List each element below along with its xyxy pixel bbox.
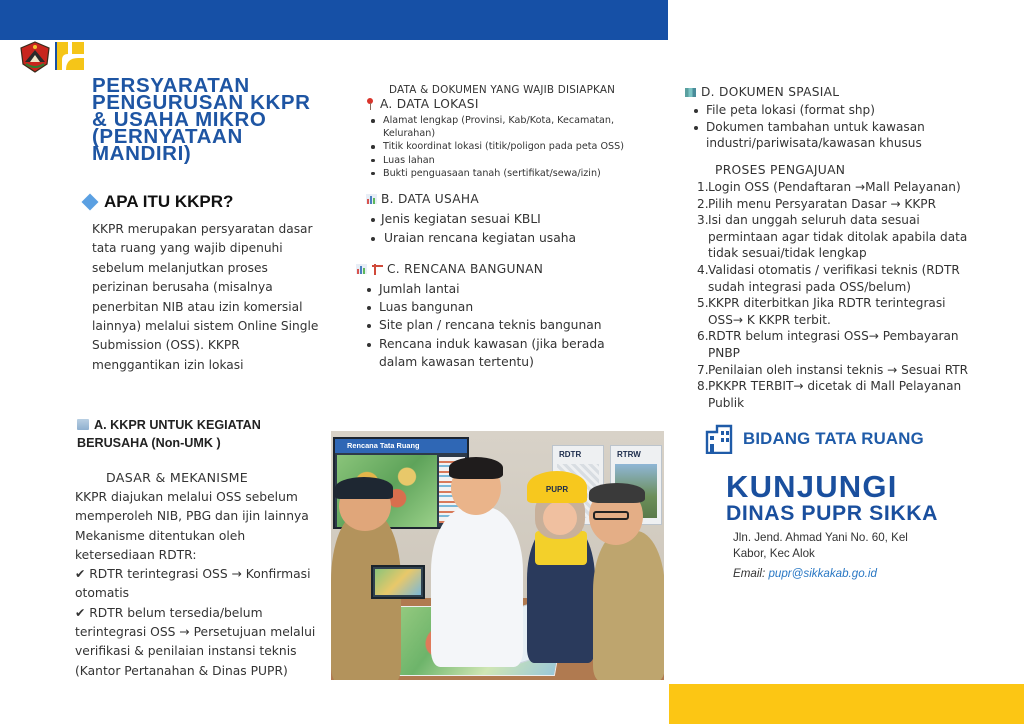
list-item: Alamat lengkap (Provinsi, Kab/Kota, Kecamatan, Kelurahan) (383, 114, 653, 140)
blue-diamond-icon (82, 194, 99, 211)
dasar-line: Mekanisme ditentukan oleh ketersediaan RDTR: (75, 528, 246, 562)
dokumen-wajib-title: DATA & DOKUMEN YANG WAJIB DISIAPKAN (389, 84, 616, 96)
proses-pengajuan-list (697, 179, 972, 411)
list-item: File peta lokasi (format shp) (706, 102, 966, 119)
kunjungi-heading: KUNJUNGI (726, 469, 898, 504)
email-line (733, 567, 877, 580)
dokumen-spasial-heading (685, 85, 839, 99)
hard-hat: PUPR (527, 471, 587, 503)
step-number: 3. (697, 213, 709, 228)
step-text: Pilih menu Persyaratan Dasar → KKPR (708, 196, 936, 211)
construction-crane-icon (371, 263, 383, 275)
bidang-tata-ruang (705, 424, 924, 454)
office-building-icon (77, 419, 89, 430)
step-number: 2. (697, 196, 709, 211)
bidang-tata-ruang-label: BIDANG TATA RUANG (743, 429, 924, 448)
person-right-hair (589, 483, 645, 503)
step-text: Validasi otomatis / verifikasi teknis (RDTR sudah integrasi pada OSS/belum) (708, 262, 960, 294)
top-accent-bar (0, 0, 668, 40)
dinas-name: DINAS PUPR SIKKA (726, 502, 939, 525)
bar-chart-icon (356, 264, 367, 274)
process-step (697, 262, 972, 295)
data-lokasi-list (383, 114, 653, 180)
process-step (697, 196, 972, 213)
step-text: RDTR belum integrasi OSS→ Pembayaran PNBP (708, 329, 959, 360)
step-number: 4. (697, 262, 709, 277)
process-step (697, 378, 972, 411)
step-text: Isi dan unggah seluruh data sesuai permintaan agar tidak ditolak apabila data tidak sesuai/tidak lengkap (708, 213, 968, 261)
dasar-mekanisme-title: DASAR & MEKANISME (106, 470, 249, 485)
apa-itu-kkpr-body: KKPR merupakan persyaratan dasar tata ruang yang wajib dipenuhi sebelum melanjutkan proses perizinan berusaha (misalnya penerbitan NIB atau izin komersial lainnya) melalui sistem Online Single Submission (OSS). KKPR menggantikan izin lokasi (92, 222, 319, 372)
person-center-hair (449, 457, 503, 479)
email-link[interactable]: pupr@sikkakab.go.id (768, 567, 877, 580)
data-usaha-heading (366, 192, 479, 206)
data-usaha-title: B. DATA USAHA (381, 192, 479, 206)
step-number: 5. (697, 296, 709, 311)
process-step (697, 362, 972, 379)
data-usaha-list (381, 210, 576, 248)
step-number: 6. (697, 329, 709, 344)
dasar-line: KKPR diajukan melalui OSS sebelum memperoleh NIB, PBG dan ijin lainnya (75, 490, 309, 524)
check-item (75, 604, 325, 681)
bottom-accent-bar (669, 684, 1024, 724)
dasar-mekanisme-body (75, 488, 325, 681)
section-a-title: A. KKPR UNTUK KEGIATAN BERUSAHA (Non-UMK ) (77, 418, 261, 450)
proses-pengajuan-title: PROSES PENGAJUAN (715, 163, 846, 177)
page-title: PERSYARATAN PENGURUSAN KKPR & USAHA MIKRO (PERNYATAAN MANDIRI) (92, 74, 311, 165)
step-number: 8. (697, 379, 709, 394)
data-lokasi-heading (365, 97, 479, 111)
round-pushpin-icon (365, 98, 375, 111)
data-lokasi-title: A. DATA LOKASI (380, 97, 479, 111)
check-item (75, 565, 325, 604)
process-step (697, 328, 972, 361)
screen-title: Rencana Tata Ruang (335, 439, 467, 453)
check-mark-icon: ✔ (75, 567, 86, 582)
list-item: Bukti penguasaan tanah (sertifikat/sewa/izin) (383, 167, 653, 180)
process-step (697, 179, 972, 196)
world-map-icon (685, 88, 696, 97)
step-text: PKKPR TERBIT→ dicetak di Mall Pelayanan Publik (708, 379, 962, 410)
kabupaten-sikka-emblem-icon (18, 40, 52, 74)
apa-itu-kkpr-heading (82, 192, 233, 212)
list-item: Jumlah lantai (379, 280, 639, 298)
check-item-text: RDTR belum tersedia/belum terintegrasi OSS → Persetujuan melalui verifikasi & penilaian instansi teknis (Kantor Pertanahan & Dinas PUPR) (75, 605, 316, 678)
dokumen-spasial-title: D. DOKUMEN SPASIAL (701, 85, 840, 99)
apa-itu-kkpr-title: APA ITU KKPR? (104, 192, 234, 211)
person-right-body (593, 531, 664, 680)
list-item: Dokumen tambahan untuk kawasan industri/pariwisata/kawasan khusus (706, 119, 966, 152)
bar-chart-icon (366, 194, 377, 204)
list-item: Jenis kegiatan sesuai KBLI (381, 210, 576, 229)
list-item: Uraian rencana kegiatan usaha (381, 229, 576, 248)
step-text: Penilaian oleh instansi teknis → Sesuai RTR (708, 362, 969, 377)
list-item: Site plan / rencana teknis bangunan (379, 316, 639, 334)
person-left-cap (335, 477, 393, 499)
office-address: Jln. Jend. Ahmad Yani No. 60, Kel Kabor, Kec Alok (733, 531, 908, 560)
list-item: Luas lahan (383, 154, 653, 167)
email-label: Email: (733, 567, 766, 580)
team-planning-illustration (331, 431, 664, 680)
check-item-text: RDTR terintegrasi OSS → Konfirmasi otomatis (75, 567, 311, 601)
step-text: KKPR diterbitkan Jika RDTR terintegrasi OSS→ K KKPR terbit. (708, 296, 946, 327)
glasses-icon (593, 511, 629, 520)
office-building-icon (705, 424, 733, 454)
poster-rtrw-label: RTRW (617, 450, 641, 459)
poster-rdtr-label: RDTR (559, 450, 582, 459)
section-a-heading (77, 416, 317, 452)
step-text: Login OSS (Pendaftaran →Mall Pelayanan) (708, 180, 961, 194)
rencana-bangunan-list (379, 280, 639, 371)
step-number: 1. (697, 180, 709, 194)
step-number: 7. (697, 362, 709, 377)
person-center-body (431, 507, 523, 667)
process-step (697, 295, 972, 328)
header-logos (18, 40, 86, 74)
laptop (371, 565, 425, 599)
rencana-bangunan-heading (356, 262, 543, 276)
pupr-logo-icon (54, 40, 86, 72)
dokumen-spasial-list (706, 102, 966, 152)
list-item: Titik koordinat lokasi (titik/poligon pada peta OSS) (383, 140, 653, 153)
check-mark-icon: ✔ (75, 605, 86, 620)
list-item: Rencana induk kawasan (jika berada dalam kawasan tertentu) (379, 335, 639, 371)
person-engineer-face (543, 501, 577, 535)
rencana-bangunan-title: C. RENCANA BANGUNAN (387, 262, 544, 276)
process-step (697, 212, 972, 262)
list-item: Luas bangunan (379, 298, 639, 316)
